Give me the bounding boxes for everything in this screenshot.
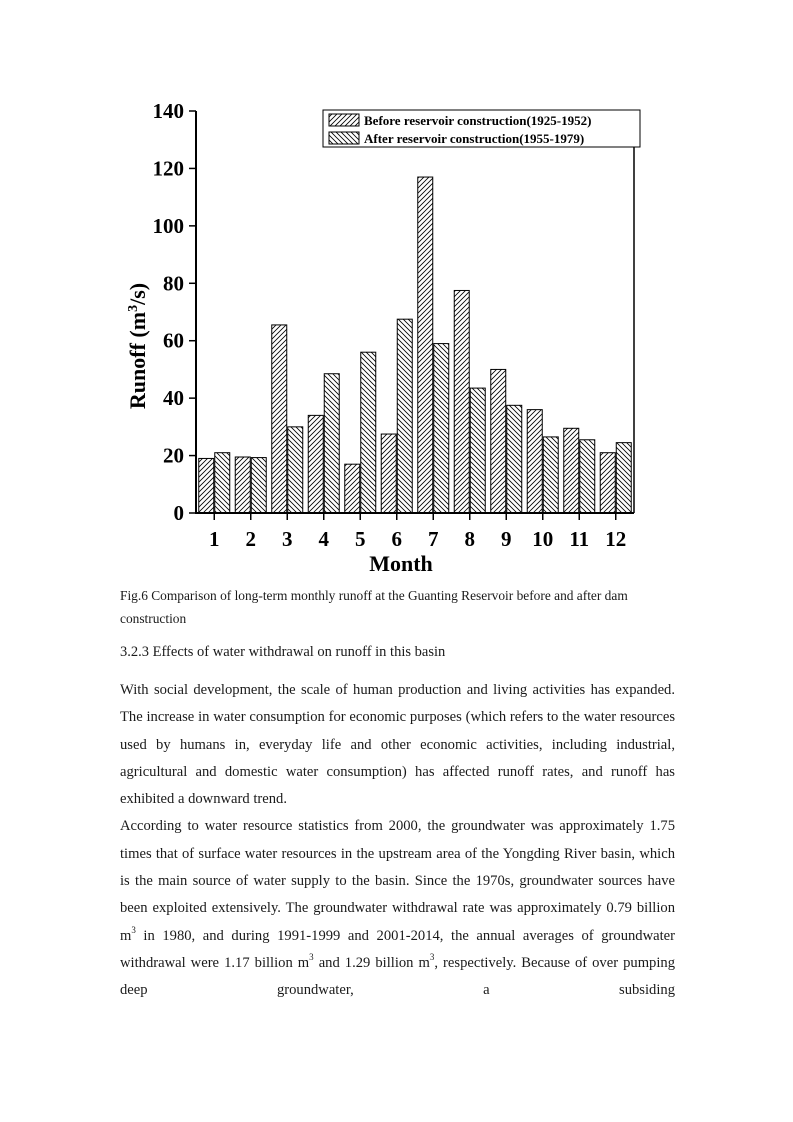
- bar-before: [199, 458, 214, 513]
- legend-label-after: After reservoir construction(1955-1979): [364, 131, 585, 146]
- y-axis-ticks: [153, 99, 197, 525]
- bar-before: [272, 325, 287, 513]
- x-tick-label: 9: [501, 527, 512, 551]
- x-tick-label: 7: [428, 527, 439, 551]
- x-tick-label: 4: [318, 527, 329, 551]
- y-axis-label: Runoff $(m^3/s)$: [125, 282, 150, 410]
- x-axis-label: Month: [369, 551, 433, 576]
- bar-after: [215, 453, 230, 513]
- y-tick-label: 80: [163, 271, 184, 296]
- x-tick-label: 5: [355, 527, 366, 551]
- legend: [323, 110, 640, 147]
- bar-before: [564, 428, 579, 513]
- bar-before: [308, 415, 323, 513]
- x-tick-label: 2: [245, 527, 256, 551]
- x-tick-label: 3: [282, 527, 293, 551]
- bar-after: [470, 388, 485, 513]
- bar-before: [345, 464, 360, 513]
- runoff-bar-chart: [110, 96, 670, 586]
- paragraph: According to water resource statistics from 2000, the groundwater was approximately 1.75 times that of surface water resources in the upstream area of the Yongding River basin, which is the main source of water supply to the basin. Since the 1970s, groundwater sources have been exploited extensively. The groundwater withdrawal rate was approximately 0.79 billion $m^3$ in 1980, and during 1991-1999 and 2001-2014, the annual averages of groundwater withdrawal were 1.17 billion $m^3$ and 1.29 billion $m^3$, respectively. Because of over pumping deep groundwater, a subsiding: [120, 818, 675, 999]
- y-tick-label: 140: [152, 99, 184, 123]
- bar-after: [288, 427, 303, 513]
- body-text: [120, 677, 675, 1005]
- x-tick-label: 10: [532, 527, 554, 551]
- x-tick-label: 6: [391, 527, 402, 551]
- x-tick-label: 1: [209, 527, 220, 551]
- bar-before: [527, 410, 542, 513]
- bar-after: [397, 319, 412, 513]
- bar-before: [418, 177, 433, 513]
- figure-caption: [120, 584, 680, 630]
- bar-before: [454, 290, 469, 513]
- y-tick-label: 120: [152, 156, 184, 181]
- x-tick-label: 12: [605, 527, 627, 551]
- figure-caption-line: Fig.6 Comparison of long-term monthly runoff at the Guanting Reservoir before and after dam: [120, 588, 628, 603]
- bar-before: [381, 434, 396, 513]
- bar-before: [235, 457, 250, 513]
- bar-after: [361, 352, 376, 513]
- bar-before: [600, 453, 615, 513]
- bar-before: [491, 369, 506, 513]
- x-axis-ticks: [209, 513, 626, 551]
- bar-after: [507, 405, 522, 513]
- bar-group: [199, 177, 632, 513]
- bar-after: [434, 344, 449, 513]
- section-heading: 3.2.3 Effects of water withdrawal on runoff in this basin: [120, 644, 446, 660]
- bar-after: [251, 458, 266, 513]
- x-tick-label: 8: [464, 527, 475, 551]
- bar-after: [616, 443, 631, 513]
- x-tick-label: 11: [569, 527, 590, 551]
- y-tick-label: 100: [152, 213, 184, 238]
- bar-after: [324, 374, 339, 513]
- legend-label-before: Before reservoir construction(1925-1952): [364, 113, 592, 128]
- y-tick-label: 40: [163, 386, 184, 411]
- y-tick-label: 0: [173, 501, 184, 525]
- figure-caption-line: construction: [120, 611, 187, 626]
- bar-after: [580, 440, 595, 513]
- legend-swatch-before: [329, 114, 359, 126]
- legend-swatch-after: [329, 132, 359, 144]
- paragraph: With social development, the scale of human production and living activities has expanded. The increase in water consumption for economic purposes (which refers to the water resources used by humans in, everyday life and other economic activities, including industrial, agricultural and domestic water consumption) has affected runoff rates, and runoff has exhibited a downward trend.: [120, 682, 675, 808]
- y-tick-label: 20: [163, 443, 184, 468]
- bar-after: [543, 437, 558, 513]
- y-tick-label: 60: [163, 328, 184, 353]
